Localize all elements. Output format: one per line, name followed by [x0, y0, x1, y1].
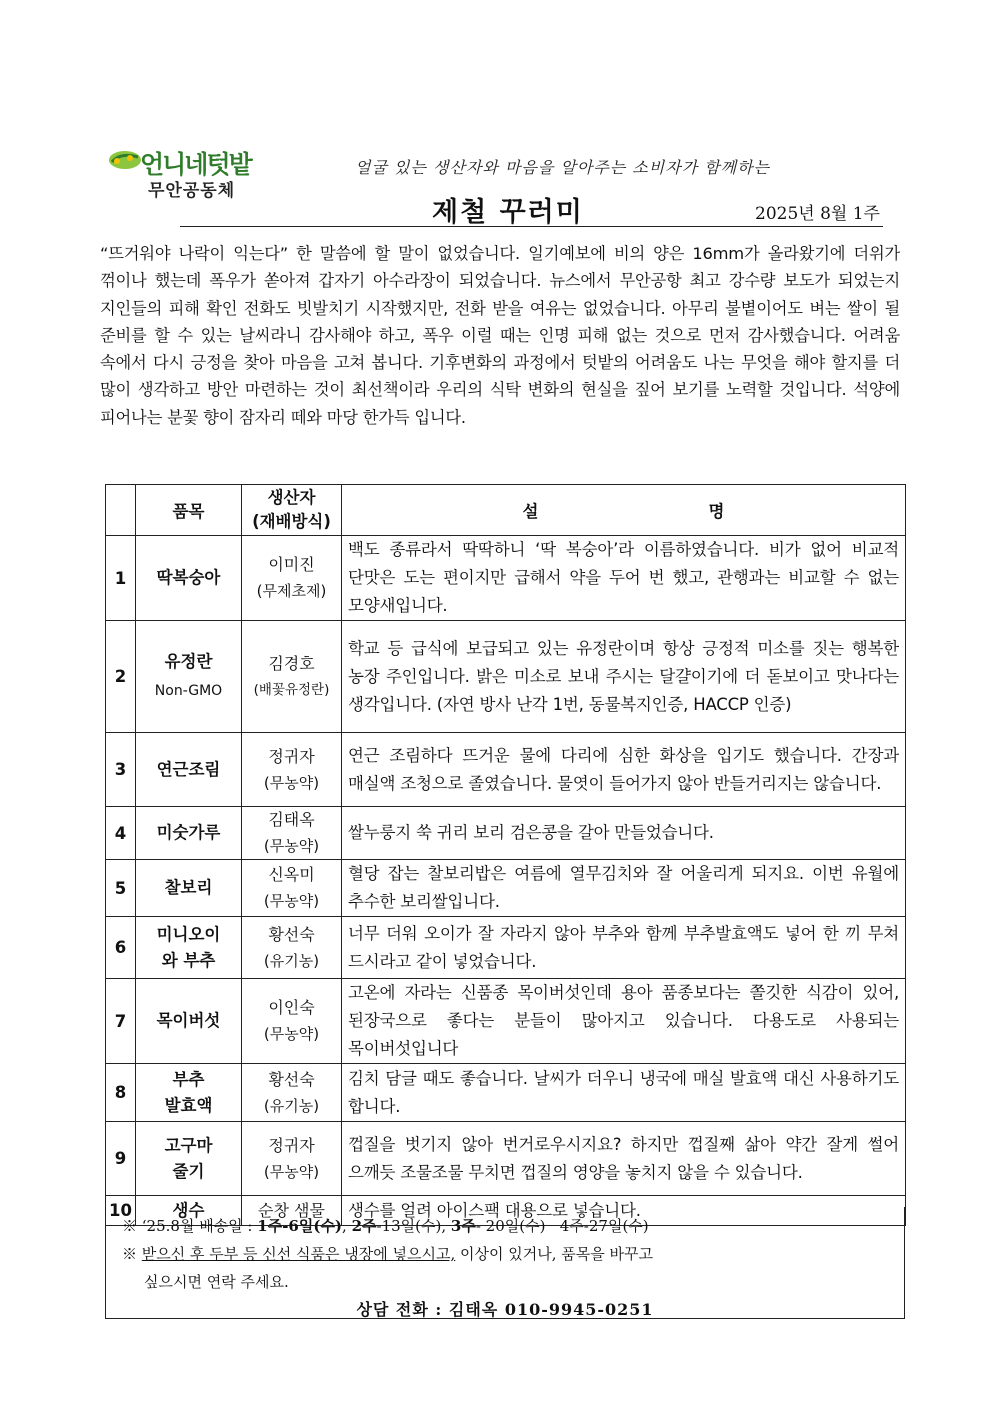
item-name-cell [136, 1064, 242, 1122]
storage-note-rest: 이상이 있거나, 품목을 바꾸고 [455, 1245, 653, 1263]
table-header-row [106, 485, 906, 536]
producer-name: 순창 샘물 [258, 1200, 325, 1220]
logo-subtitle: 무안공동체 [148, 181, 236, 201]
contact-phone: 상담 전화 : 김태옥 010-9945-0251 [356, 1300, 654, 1319]
item-description: 쌀누룽지 쑥 귀리 보리 검은콩을 갈아 만들었습니다. [342, 807, 906, 860]
delivery-notes [105, 1207, 905, 1319]
header-producer [242, 485, 342, 536]
item-name: 미니오이 [156, 924, 221, 944]
cultivation-method: (무농약) [263, 1025, 320, 1043]
table-row [106, 917, 906, 979]
producer-name: 황선숙 [268, 1069, 315, 1089]
item-name: 미숫가루 [156, 823, 221, 842]
non-gmo-label: Non-GMO [154, 683, 223, 699]
delivery-schedule: ※ ‘25.8월 배송일 : 1주-6일(수), 2주-13일(수), 3주- 20일(수) 4주-27일(수) [122, 1217, 649, 1235]
item-name-line2: 줄기 [172, 1161, 205, 1181]
item-name: 목이버섯 [156, 1011, 221, 1030]
delivery-week3-label: 3주 [450, 1217, 476, 1235]
logo-brand: 언니네텃밭 [140, 150, 251, 179]
row-number: 7 [106, 979, 136, 1064]
delivery-week2: -13일(수), [376, 1217, 447, 1235]
producer-cell [242, 979, 342, 1064]
item-name: 딱복숭아 [156, 568, 221, 587]
producer-cell [242, 1064, 342, 1122]
table-row [106, 979, 906, 1064]
item-name: 연근조림 [156, 759, 221, 779]
storage-note-underlined: 받으신 후 두부 등 신선 식품은 냉장에 넣으시고, [141, 1245, 456, 1263]
item-description: 학교 등 급식에 보급되고 있는 유정란이며 항상 긍정적 미소를 짓는 행복한 농장 주인입니다. 밝은 미소로 보내 주시는 달걀이기에 더 돋보이고 맛나다는 생각입니다. (자연 방사 난각 1번, 동물복지인증, HACCP 인증) [342, 621, 906, 733]
issue-date: 2025년 8월 1주 [755, 204, 880, 224]
item-name-line2: 발효액 [164, 1095, 213, 1115]
table-row [106, 1064, 906, 1122]
item-name-line2: 와 부추 [161, 950, 216, 970]
row-number: 8 [106, 1064, 136, 1122]
producer-cell [242, 807, 342, 860]
item-name: 생수 [172, 1200, 205, 1220]
producer-cell [242, 917, 342, 979]
producer-name: 김태옥 [268, 810, 315, 829]
cultivation-method: (무농약) [263, 1162, 320, 1181]
producer-cell [242, 1122, 342, 1196]
table-row [106, 1122, 906, 1196]
producer-cell [242, 733, 342, 807]
page-title: 제철 꾸러미 [432, 197, 584, 228]
producer-cell [242, 860, 342, 917]
storage-note [122, 1243, 653, 1264]
intro-paragraph: “뜨거워야 나락이 익는다” 한 말씀에 할 말이 없었습니다. 일기예보에 비의 양은 16mm가 올라왔기에 더위가 꺾이나 했는데 폭우가 쏟아져 갑자기 아수라장이 되었습니다. 뉴스에서 무안공항 최고 강수량 보도가 되었는지 지인들의 피해 확인 전화도 빗발치기 시작했지만, 전화 받을 여유는 없었습니다. 아무리 불볕이어도 벼는 쌀이 될 준비를 할 수 있는 날씨라니 감사해야 하고, 폭우 이럴 때는 인명 피해 없는 것으로 먼저 감사했습니다. 어려움 속에서 다시 긍정을 찾아 마음을 고쳐 봅니다. 기후변화의 과정에서 텃밭의 어려움도 나는 무엇을 해야 할지를 더 많이 생각하고 방안 마련하는 것이 최선책이라 우리의 식탁 변화의 현실을 짚어 보기를 노력할 것입니다. 석양에 피어나는 분꽃 향이 잠자리 떼와 마당 한가득 입니다. [100, 244, 900, 427]
row-number: 10 [106, 1196, 136, 1226]
sprout-logo-icon [108, 148, 142, 170]
header-producer-line1: 생산자 [267, 488, 316, 507]
item-name: 부추 [172, 1069, 205, 1089]
delivery-week3: - 20일(수) [475, 1217, 546, 1235]
producer-name: 정귀자 [268, 746, 315, 766]
title-underline [180, 226, 883, 227]
table-row [106, 860, 906, 917]
cultivation-method: (유기농) [263, 1096, 320, 1115]
delivery-week1: 1주-6일(수) [257, 1217, 343, 1235]
row-number: 2 [106, 621, 136, 733]
cultivation-method: (유기농) [263, 951, 320, 970]
table-row [106, 807, 906, 860]
producer-name: 신옥미 [268, 865, 315, 884]
header-item: 품목 [136, 485, 242, 536]
item-description: 김치 담글 때도 좋습니다. 날씨가 더우니 냉국에 매실 발효액 대신 사용하기도 합니다. [342, 1064, 906, 1122]
item-name-cell [136, 917, 242, 979]
tagline: 얼굴 있는 생산자와 마음을 알아주는 소비자가 함께하는 [355, 158, 771, 177]
delivery-week4: 4주-27일(수) [559, 1217, 649, 1235]
item-description: 연근 조림하다 뜨거운 물에 다리에 심한 화상을 입기도 했습니다. 간장과 매실액 조청으로 졸였습니다. 물엿이 들어가지 않아 반들거리지는 않습니다. [342, 733, 906, 807]
delivery-prefix: ※ ‘25.8월 배송일 : [122, 1217, 258, 1235]
row-number: 5 [106, 860, 136, 917]
row-number: 4 [106, 807, 136, 860]
item-name-cell [136, 807, 242, 860]
table-row [106, 733, 906, 807]
producer-name: 황선숙 [268, 924, 315, 944]
item-name-cell [136, 621, 242, 733]
row-number: 6 [106, 917, 136, 979]
cultivation-method: (배꽃유정란) [253, 681, 330, 698]
item-name-cell [136, 536, 242, 621]
item-name: 찰보리 [164, 878, 213, 897]
item-description: 백도 종류라서 딱딱하니 ‘딱 복숭아’라 이름하였습니다. 비가 없어 비교적 단맛은 도는 편이지만 급해서 약을 두어 번 했고, 관행과는 비교할 수 없는 모양새입니다. [342, 536, 906, 621]
items-table [105, 484, 906, 1226]
header-description-b: 명 [708, 502, 725, 521]
cultivation-method: (무농약) [263, 892, 320, 910]
header-producer-line2: (재배방식) [252, 512, 331, 531]
header-description-a: 설 [522, 502, 539, 521]
item-name-cell [136, 860, 242, 917]
cultivation-method: (무제초제) [256, 582, 327, 600]
header-description [342, 485, 906, 536]
storage-prefix: ※ [122, 1245, 142, 1263]
item-name-cell [136, 733, 242, 807]
producer-name: 이인숙 [268, 998, 315, 1017]
row-number: 3 [106, 733, 136, 807]
storage-note-line2: 싶으시면 연락 주세요. [144, 1273, 289, 1291]
producer-name: 김경호 [268, 653, 315, 673]
item-description: 너무 더워 오이가 잘 자라지 않아 부추와 함께 부추발효액도 넣어 한 끼 무쳐 드시라고 같이 넣었습니다. [342, 917, 906, 979]
delivery-week2-label: 2주 [351, 1217, 377, 1235]
item-name: 고구마 [164, 1135, 213, 1155]
item-description: 고온에 자라는 신품종 목이버섯인데 용아 품종보다는 쫄깃한 식감이 있어, 된장국으로 좋다는 분들이 많아지고 있습니다. 다용도로 사용되는 목이버섯입니다 [342, 979, 906, 1064]
cultivation-method: (무농약) [263, 773, 320, 792]
item-name: 유정란 [164, 652, 213, 671]
logo [108, 145, 268, 205]
item-description: 생수를 얼려 아이스팩 대용으로 넣습니다. [342, 1196, 906, 1226]
producer-cell [242, 621, 342, 733]
item-description: 껍질을 벗기지 않아 번거로우시지요? 하지만 껍질째 삶아 약간 잘게 썰어 으깨듯 조물조물 무치면 껍질의 영양을 놓치지 않을 수 있습니다. [342, 1122, 906, 1196]
item-description: 혈당 잡는 찰보리밥은 여름에 열무김치와 잘 어울리게 되지요. 이번 유월에 추수한 보리쌀입니다. [342, 860, 906, 917]
producer-cell [242, 536, 342, 621]
item-name-cell [136, 979, 242, 1064]
table-row [106, 621, 906, 733]
producer-name: 이미진 [268, 555, 315, 574]
cultivation-method: (무농약) [263, 837, 320, 855]
producer-name: 정귀자 [268, 1135, 315, 1155]
row-number: 1 [106, 536, 136, 621]
item-name-cell [136, 1122, 242, 1196]
header-no [106, 485, 136, 536]
table-row [106, 536, 906, 621]
row-number: 9 [106, 1122, 136, 1196]
